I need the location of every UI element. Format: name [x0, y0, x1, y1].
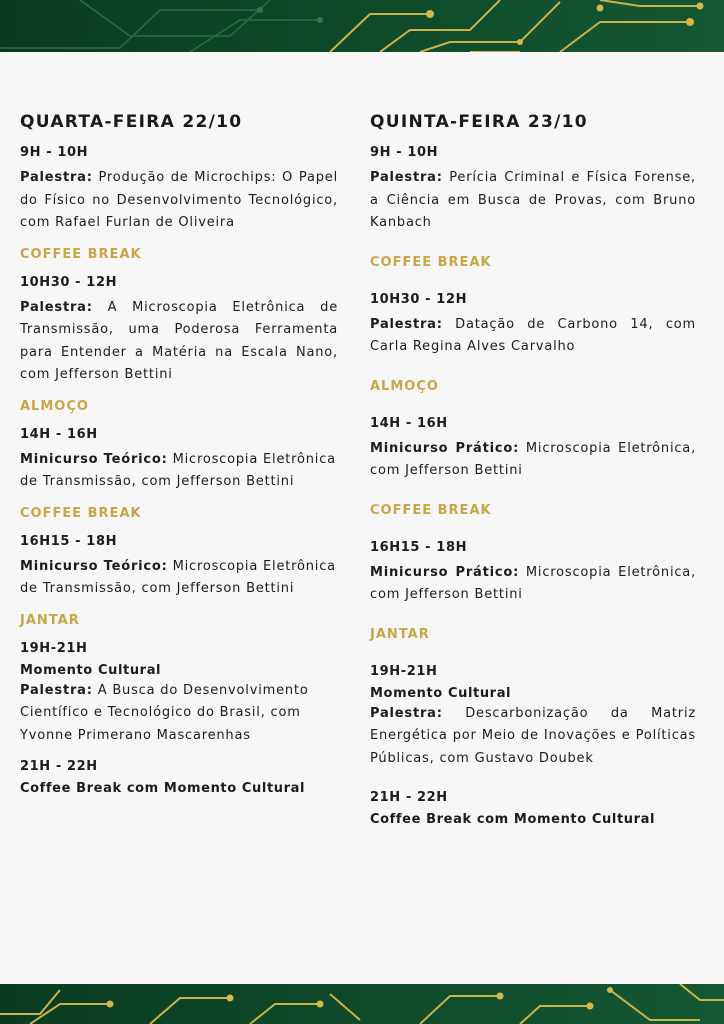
session-description: [370, 314, 696, 359]
circuit-pattern-top: [0, 0, 724, 52]
break-label: ALMOÇO: [370, 378, 439, 394]
break-label: JANTAR: [370, 626, 430, 642]
session-time: 10H30 - 12H: [370, 291, 468, 307]
session-description: [20, 556, 338, 601]
session-subtitle: Momento Cultural: [20, 662, 162, 678]
session-description: [20, 297, 338, 387]
session-time: 9H - 10H: [20, 145, 89, 160]
session-type: Minicurso Teórico:: [20, 451, 168, 467]
session-type: Palestra:: [370, 170, 443, 185]
session-time: 14H - 16H: [20, 426, 98, 442]
session-text: Microscopia Eletrônica, com Jefferson Bettini: [370, 440, 697, 478]
session-subtitle: Momento Cultural: [370, 685, 512, 701]
session-text: Microscopia Eletrônica de Transmissão, com Jefferson Bettini: [20, 558, 336, 596]
session-time: 10H30 - 12H: [20, 274, 118, 290]
break-label: COFFEE BREAK: [370, 502, 492, 518]
session-type: Palestra:: [20, 682, 93, 698]
session-type: Minicurso Prático:: [370, 564, 520, 580]
session-type: Palestra:: [370, 316, 443, 332]
footer-circuit-band: [0, 984, 724, 1024]
session-time: 16H15 - 18H: [20, 533, 118, 549]
thursday-schedule: [370, 112, 696, 829]
session-time: 14H - 16H: [370, 415, 448, 431]
circuit-pattern-bottom: [0, 984, 724, 1024]
break-label: COFFEE BREAK: [20, 246, 142, 262]
session-text: Microscopia Eletrônica de Transmissão, com Jefferson Bettini: [20, 451, 336, 489]
break-label: COFFEE BREAK: [20, 505, 142, 521]
session-text: Microscopia Eletrônica, com Jefferson Bettini: [370, 564, 697, 602]
day-title: QUARTA-FEIRA 22/10: [20, 112, 243, 132]
session-type: Minicurso Teórico:: [20, 558, 168, 574]
session-description: [370, 703, 696, 771]
session-description: [20, 167, 338, 235]
session-time: 21H - 22H: [20, 759, 98, 774]
header-circuit-band: [0, 0, 724, 52]
session-subtitle: Coffee Break com Momento Cultural: [370, 812, 656, 827]
session-text: Perícia Criminal e Física Forense, a Ciência em Busca de Provas, com Bruno Kanbach: [370, 170, 696, 230]
wednesday-schedule: [20, 112, 338, 798]
session-type: Palestra:: [370, 705, 443, 721]
session-text: Produção de Microchips: O Papel do Físico no Desenvolvimento Tecnológico, com Rafael Furlan de Oliveira: [20, 170, 338, 230]
session-time: 19H-21H: [370, 663, 438, 679]
session-subtitle: Coffee Break com Momento Cultural: [20, 781, 306, 796]
session-text: Datação de Carbono 14, com Carla Regina Alves Carvalho: [370, 316, 696, 354]
break-label: ALMOÇO: [20, 398, 89, 414]
session-description: [370, 167, 696, 235]
session-type: Palestra:: [20, 299, 93, 315]
session-description: [370, 438, 696, 483]
session-description: [370, 562, 696, 607]
session-time: 21H - 22H: [370, 790, 448, 805]
session-type: Palestra:: [20, 170, 93, 185]
session-text: A Microscopia Eletrônica de Transmissão, uma Poderosa Ferramenta para Entender a Matéria na Escala Nano, com Jefferson Bettini: [20, 299, 338, 382]
session-text: Descarbonização da Matriz Energética por Meio de Inovações e Políticas Públicas, com Gustavo Doubek: [370, 705, 696, 766]
session-description: [20, 449, 338, 494]
session-time: 9H - 10H: [370, 145, 439, 160]
break-label: JANTAR: [20, 612, 80, 628]
session-time: 19H-21H: [20, 640, 88, 656]
session-time: 16H15 - 18H: [370, 539, 468, 555]
session-description: [20, 680, 338, 748]
break-label: COFFEE BREAK: [370, 254, 492, 270]
session-text: A Busca do Desenvolvimento Científico e Tecnológico do Brasil, com Yvonne Primerano Mascarenhas: [20, 682, 309, 743]
session-type: Minicurso Prático:: [370, 440, 520, 456]
day-title: QUINTA-FEIRA 23/10: [370, 112, 588, 132]
